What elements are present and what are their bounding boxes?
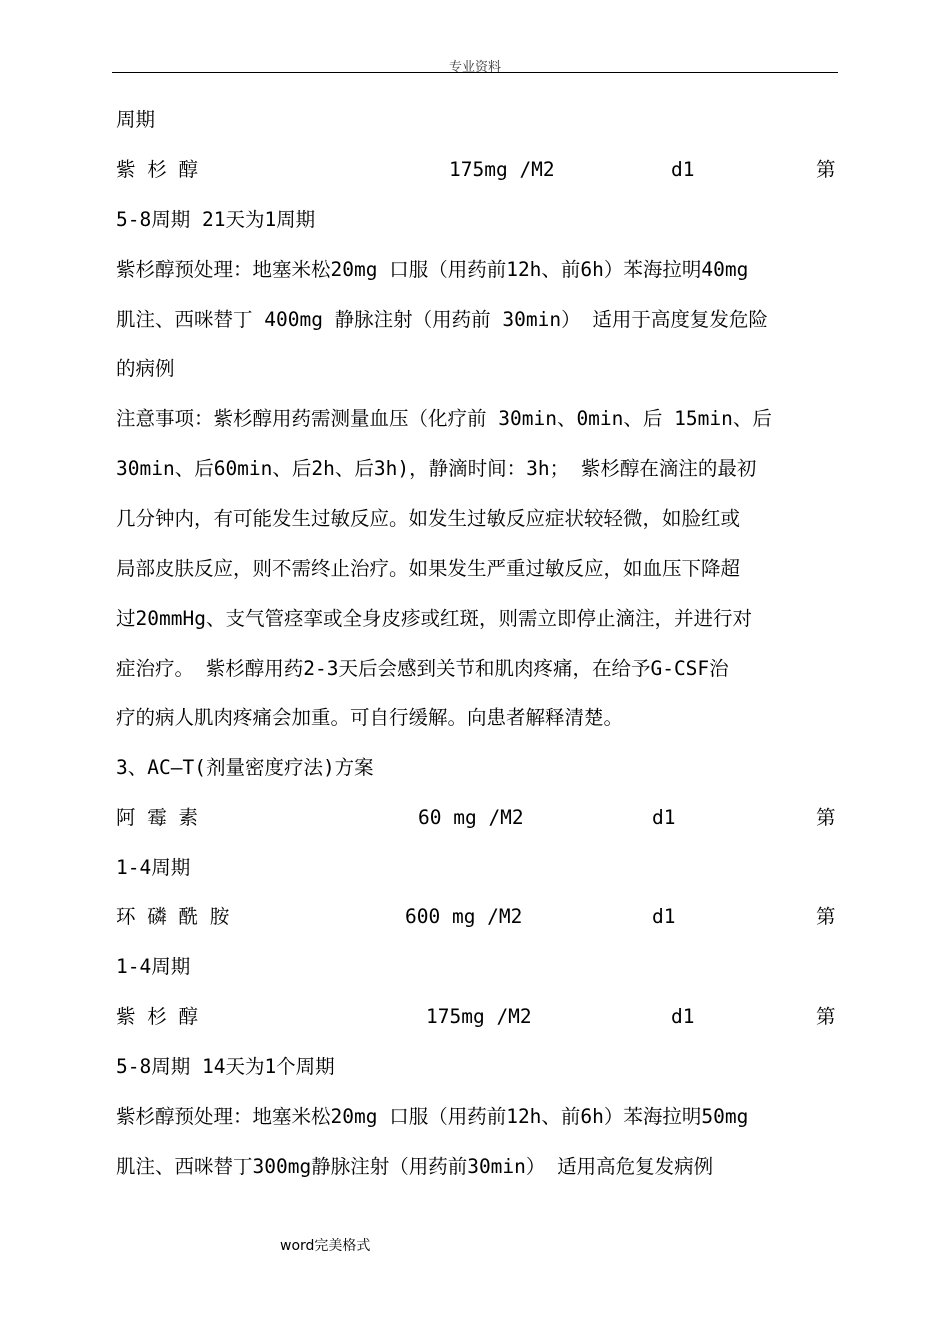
dose-row — [116, 1004, 838, 1030]
text-line: 几分钟内，有可能发生过敏反应。如发生过敏反应症状较轻微，如脸红或 — [116, 507, 741, 530]
text-line: 局部皮肤反应，则不需终止治疗。如果发生严重过敏反应，如血压下降超 — [116, 557, 741, 580]
header-rule — [112, 72, 838, 73]
drug-name: 环 磷 酰 胺 — [116, 905, 230, 928]
section-heading: 3、AC—T(剂量密度疗法)方案 — [116, 756, 374, 779]
drug-name: 紫 杉 醇 — [116, 1005, 198, 1028]
text-line: 症治疗。 紫杉醇用药2-3天后会感到关节和肌肉疼痛，在给予G-CSF治 — [116, 657, 729, 680]
text-line: 疗的病人肌肉疼痛会加重。可自行缓解。向患者解释清楚。 — [116, 706, 624, 729]
text-line: 注意事项：紫杉醇用药需测量血压（化疗前 30min、0min、后 15min、后 — [116, 407, 772, 430]
dose-row — [116, 805, 838, 831]
drug-cycle: 第 — [816, 1005, 836, 1028]
text-line: 1-4周期 — [116, 856, 191, 879]
drug-cycle: 第 — [816, 905, 836, 928]
drug-day: d1 — [652, 806, 676, 829]
drug-cycle: 第 — [816, 806, 836, 829]
text-line: 紫杉醇预处理：地塞米松20mg 口服（用药前12h、前6h）苯海拉明40mg — [116, 258, 749, 281]
text-line: 30min、后60min、后2h、后3h)，静滴时间：3h； 紫杉醇在滴注的最初 — [116, 457, 757, 480]
text-line: 5-8周期 21天为1周期 — [116, 208, 316, 231]
drug-dose: 175mg /M2 — [449, 158, 555, 181]
drug-dose: 600 mg /M2 — [405, 905, 523, 928]
drug-dose: 60 mg /M2 — [418, 806, 524, 829]
text-line: 的病例 — [116, 357, 175, 380]
text-line: 紫杉醇预处理：地塞米松20mg 口服（用药前12h、前6h）苯海拉明50mg — [116, 1105, 749, 1128]
drug-day: d1 — [652, 905, 676, 928]
drug-cycle: 第 — [816, 158, 836, 181]
drug-name: 紫 杉 醇 — [116, 158, 198, 181]
text-line: 周期 — [116, 108, 156, 131]
text-line: 1-4周期 — [116, 955, 191, 978]
drug-day: d1 — [671, 1005, 695, 1028]
drug-day: d1 — [671, 158, 695, 181]
drug-dose: 175mg /M2 — [426, 1005, 532, 1028]
text-line: 5-8周期 14天为1个周期 — [116, 1055, 335, 1078]
page-footer: word完美格式 — [280, 1238, 371, 1254]
drug-name: 阿 霉 素 — [116, 806, 198, 829]
dose-row — [116, 904, 838, 930]
text-line: 过20mmHg、支气管痉挛或全身皮疹或红斑，则需立即停止滴注，并进行对 — [116, 607, 752, 630]
dose-row — [116, 157, 838, 183]
text-line: 肌注、西咪替丁300mg静脉注射（用药前30min） 适用高危复发病例 — [116, 1155, 714, 1178]
page-header: 专业资料 — [448, 60, 501, 75]
text-line: 肌注、西咪替丁 400mg 静脉注射（用药前 30min） 适用于高度复发危险 — [116, 308, 768, 331]
